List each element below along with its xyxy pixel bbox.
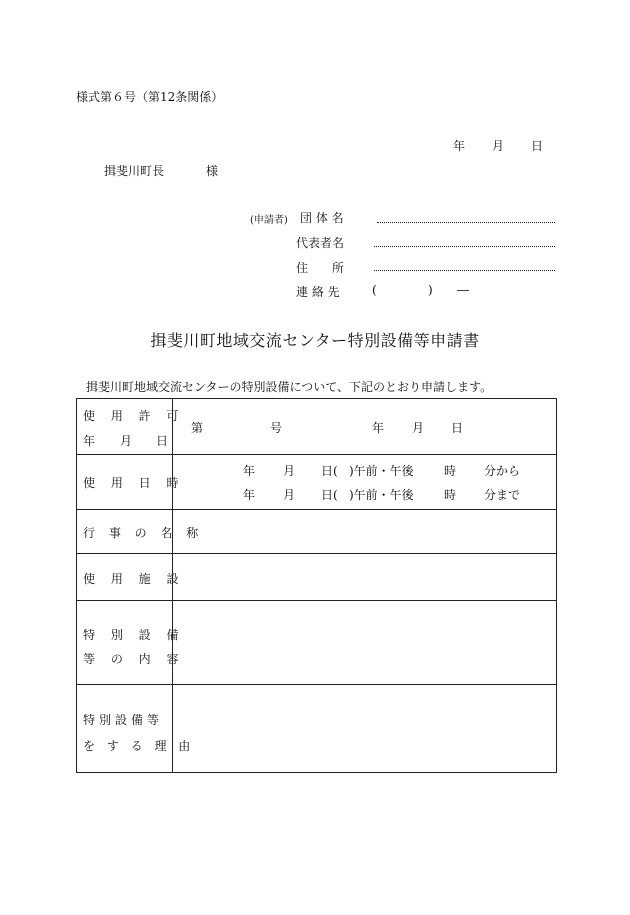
event-name-label: 行 事 の 名 称 — [83, 526, 204, 540]
document-title: 揖斐川町地域交流センター特別設備等申請書 — [150, 331, 480, 350]
addressee-name: 揖斐川町長 — [104, 164, 165, 178]
form-number: 様式第６号（第12条関係） — [76, 90, 224, 104]
date-year: 年 — [453, 139, 466, 153]
from-day: 日( — [321, 464, 338, 478]
row-divider — [76, 553, 556, 554]
row-divider — [76, 454, 556, 455]
permit-year: 年 — [372, 421, 385, 435]
addr-label: 住 所 — [296, 261, 345, 275]
permit-day: 日 — [451, 421, 464, 435]
contact-dash: ― — [457, 283, 469, 297]
to-month: 月 — [283, 488, 296, 502]
permit-month: 月 — [412, 421, 425, 435]
event-name-field[interactable] — [174, 511, 554, 552]
rep-label: 代表者名 — [296, 236, 345, 250]
from-minute: 分から — [484, 464, 521, 478]
from-year: 年 — [243, 464, 256, 478]
contact-paren-close: ) — [428, 283, 433, 297]
address-line[interactable] — [374, 270, 555, 271]
facility-label: 使 用 施 設 — [83, 572, 185, 586]
permit-label-year: 年 — [83, 434, 96, 448]
rep-name-line[interactable] — [374, 246, 555, 247]
date-month: 月 — [492, 139, 505, 153]
to-day: 日( — [321, 488, 338, 502]
org-label: 団 体 名 — [300, 211, 344, 225]
facility-field[interactable] — [174, 555, 554, 599]
from-ampm: )午前・午後 — [349, 464, 414, 478]
applicant-prefix: (申請者) — [250, 215, 288, 226]
to-minute: 分まで — [484, 488, 521, 502]
permit-dai: 第 — [191, 421, 204, 435]
to-year: 年 — [243, 488, 256, 502]
date-day: 日 — [531, 139, 544, 153]
intro-text: 揖斐川町地域交流センターの特別設備について、下記のとおり申請します。 — [86, 380, 493, 394]
equipment-contents-label-1: 特 別 設 備 — [83, 628, 185, 642]
permit-gou: 号 — [270, 421, 283, 435]
from-hour: 時 — [444, 464, 457, 478]
row-divider — [76, 600, 556, 601]
from-month: 月 — [283, 464, 296, 478]
equipment-contents-label-2: 等 の 内 容 — [83, 652, 185, 666]
row-divider — [76, 509, 556, 510]
org-name-line[interactable] — [377, 222, 555, 223]
reason-label-1: 特別設備等 — [83, 713, 164, 727]
usage-datetime-label: 使 用 日 時 — [83, 476, 185, 490]
equipment-contents-field[interactable] — [174, 602, 554, 683]
contact-paren-open: ( — [372, 283, 377, 297]
permit-label: 使 用 許 可 — [83, 409, 185, 423]
reason-label-2: を す る 理 由 — [83, 739, 195, 753]
to-ampm: )午前・午後 — [349, 488, 414, 502]
permit-label-day: 日 — [156, 434, 169, 448]
reason-field[interactable] — [174, 686, 554, 770]
to-hour: 時 — [444, 488, 457, 502]
contact-label: 連 絡 先 — [296, 285, 340, 299]
permit-label-month: 月 — [120, 434, 133, 448]
addressee-honorific: 様 — [206, 164, 219, 178]
row-divider — [76, 684, 556, 685]
